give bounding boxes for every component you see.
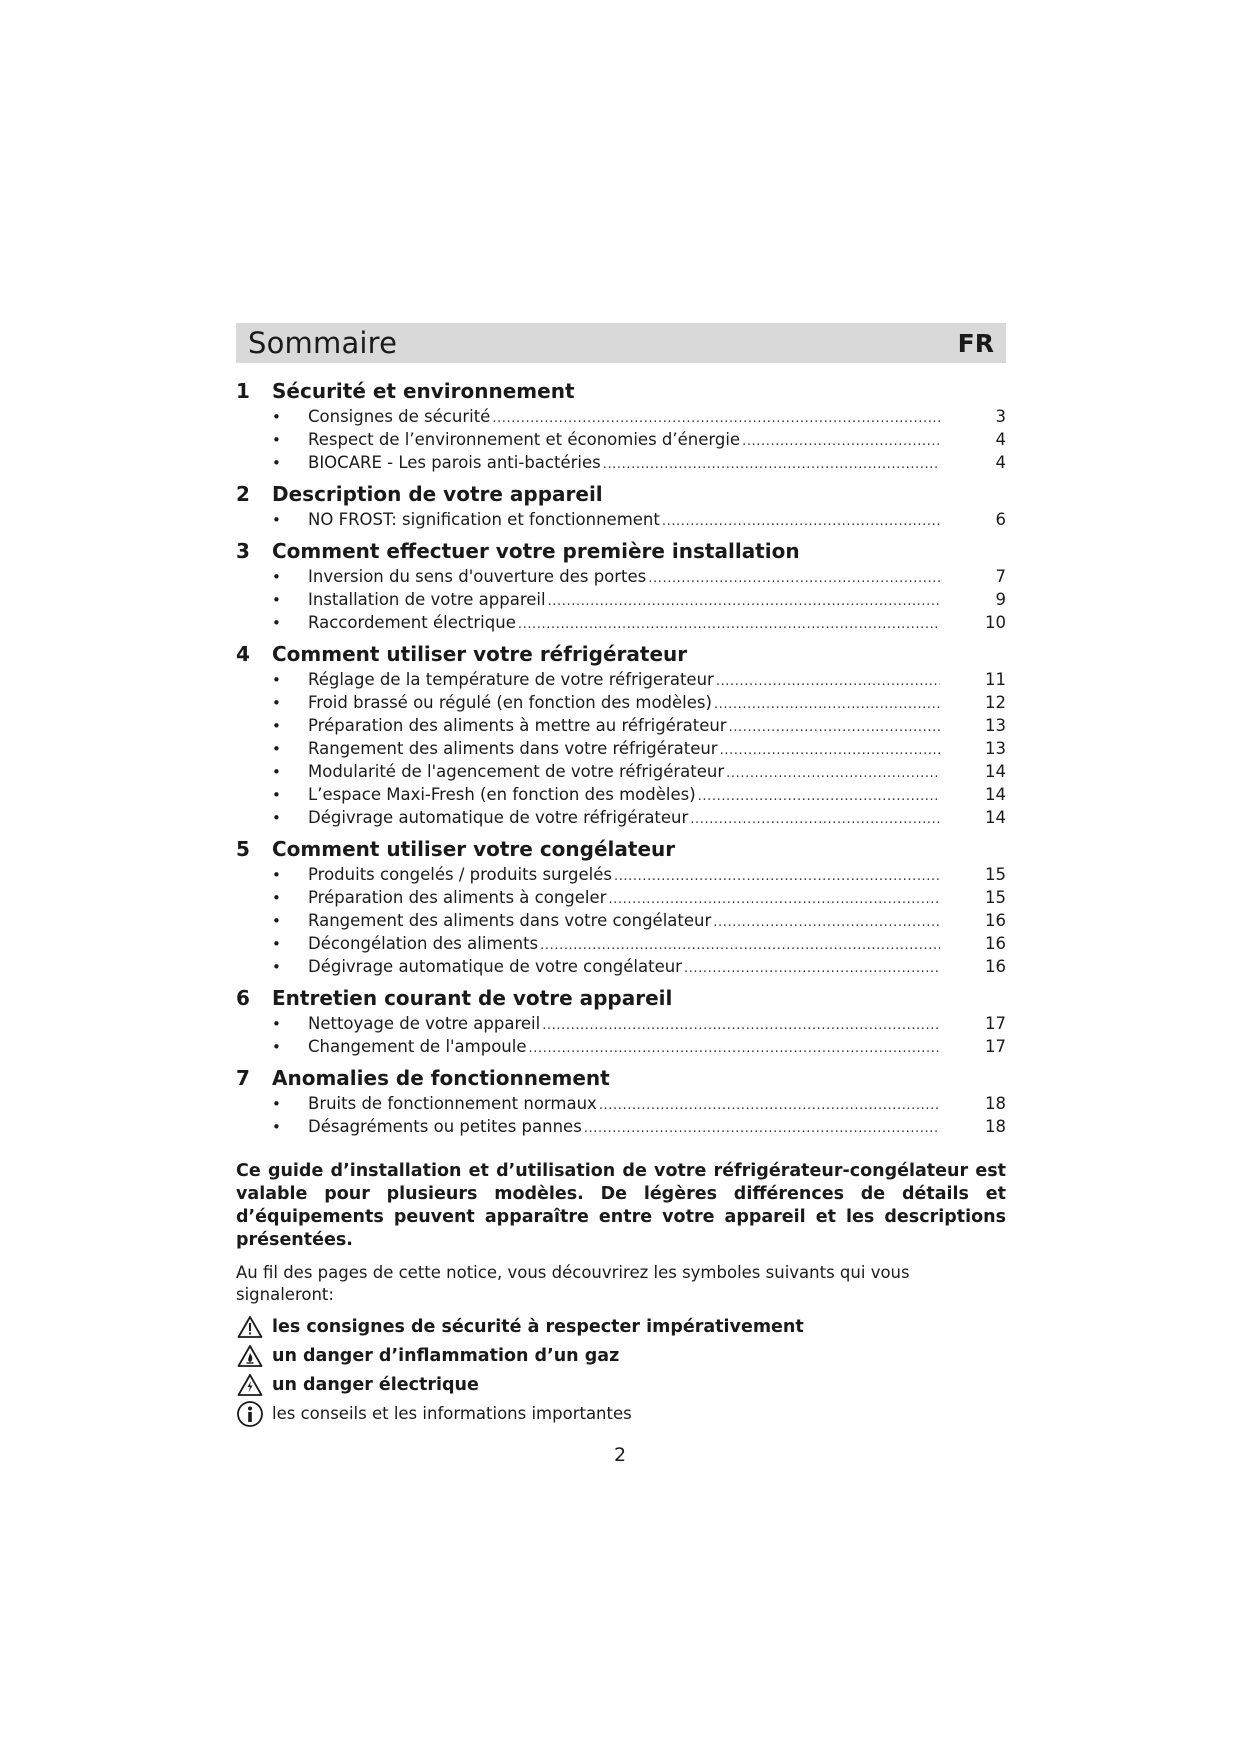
section-number: 3 xyxy=(236,539,250,563)
toc-section-heading xyxy=(236,379,1006,407)
toc-section-heading xyxy=(236,1066,1006,1094)
bullet: • xyxy=(272,958,281,976)
page-title: Sommaire xyxy=(248,326,398,360)
bullet: • xyxy=(272,568,281,586)
gas-flame-warning-icon xyxy=(236,1343,264,1369)
dot-leader xyxy=(684,957,940,976)
dot-leader xyxy=(662,510,940,529)
entry-text-with-leader xyxy=(308,1094,940,1113)
entry-page-number: 9 xyxy=(995,590,1006,609)
entry-text-with-leader xyxy=(308,739,940,758)
toc-section xyxy=(236,986,1006,1060)
toc-entry xyxy=(236,670,1006,693)
entry-text: Dégivrage automatique de votre réfrigérateur xyxy=(308,808,689,827)
entry-text-with-leader xyxy=(308,957,940,976)
toc-entry xyxy=(236,567,1006,590)
entry-text: Bruits de fonctionnement normaux xyxy=(308,1094,597,1113)
toc-entry xyxy=(236,762,1006,785)
toc-entry xyxy=(236,1014,1006,1037)
entry-text-with-leader xyxy=(308,785,940,804)
entry-text-with-leader xyxy=(308,716,940,735)
dot-leader xyxy=(713,911,940,930)
entry-text: Froid brassé ou régulé (en fonction des modèles) xyxy=(308,693,712,712)
entry-page-number: 6 xyxy=(995,510,1006,529)
entry-page-number: 3 xyxy=(995,407,1006,426)
toc-entry xyxy=(236,785,1006,808)
entry-page-number: 18 xyxy=(985,1094,1006,1113)
entry-text: Nettoyage de votre appareil xyxy=(308,1014,541,1033)
bullet: • xyxy=(272,786,281,804)
bullet: • xyxy=(272,763,281,781)
entry-text: Modularité de l'agencement de votre réfrigérateur xyxy=(308,762,725,781)
entry-text: Décongélation des aliments xyxy=(308,934,539,953)
entry-text-with-leader xyxy=(308,1014,940,1033)
entry-text: Rangement des aliments dans votre congélateur xyxy=(308,911,712,930)
toc-section xyxy=(236,642,1006,831)
bullet: • xyxy=(272,591,281,609)
entry-text-with-leader xyxy=(308,762,940,781)
entry-text-with-leader xyxy=(308,865,940,884)
toc-entry xyxy=(236,407,1006,430)
bullet: • xyxy=(272,1038,281,1056)
entry-page-number: 4 xyxy=(995,453,1006,472)
toc-entry xyxy=(236,613,1006,636)
toc-entry xyxy=(236,739,1006,762)
dot-leader xyxy=(614,865,940,884)
dot-leader xyxy=(599,1094,940,1113)
entry-text-with-leader xyxy=(308,430,940,449)
bullet: • xyxy=(272,809,281,827)
entry-page-number: 16 xyxy=(985,957,1006,976)
entry-text-with-leader xyxy=(308,453,940,472)
symbol-legend-item xyxy=(236,1312,1006,1341)
entry-page-number: 16 xyxy=(985,934,1006,953)
toc-section-heading xyxy=(236,986,1006,1014)
entry-text-with-leader xyxy=(308,934,940,953)
entry-page-number: 16 xyxy=(985,911,1006,930)
symbols-legend xyxy=(236,1312,1006,1428)
toc-entry xyxy=(236,1117,1006,1140)
bullet: • xyxy=(272,511,281,529)
symbol-description: un danger électrique xyxy=(272,1374,479,1395)
entry-page-number: 18 xyxy=(985,1117,1006,1136)
dot-leader xyxy=(542,1014,940,1033)
section-title: Sécurité et environnement xyxy=(272,379,575,403)
bullet: • xyxy=(272,866,281,884)
language-code: FR xyxy=(957,328,994,358)
dot-leader xyxy=(690,808,940,827)
entry-text: Produits congelés / produits surgelés xyxy=(308,865,612,884)
entry-page-number: 14 xyxy=(985,785,1006,804)
bullet: • xyxy=(272,740,281,758)
warning-triangle-icon xyxy=(236,1314,264,1340)
bullet: • xyxy=(272,694,281,712)
toc-entry xyxy=(236,693,1006,716)
dot-leader xyxy=(716,670,940,689)
toc-entry xyxy=(236,1037,1006,1060)
toc-entry xyxy=(236,453,1006,476)
dot-leader xyxy=(584,1117,940,1136)
entry-page-number: 13 xyxy=(985,739,1006,758)
entry-text: Raccordement électrique xyxy=(308,613,516,632)
entry-text-with-leader xyxy=(308,888,940,907)
entry-text-with-leader xyxy=(308,670,940,689)
bullet: • xyxy=(272,1095,281,1113)
entry-text: Installation de votre appareil xyxy=(308,590,546,609)
entry-text-with-leader xyxy=(308,590,940,609)
symbol-legend-item xyxy=(236,1341,1006,1370)
section-title: Description de votre appareil xyxy=(272,482,603,506)
bullet: • xyxy=(272,1118,281,1136)
entry-page-number: 17 xyxy=(985,1037,1006,1056)
dot-leader xyxy=(529,1037,940,1056)
section-number: 4 xyxy=(236,642,250,666)
entry-text: Désagréments ou petites pannes xyxy=(308,1117,582,1136)
electric-warning-icon xyxy=(236,1372,264,1398)
symbol-description: les conseils et les informations importantes xyxy=(272,1404,632,1423)
bullet: • xyxy=(272,912,281,930)
section-title: Comment utiliser votre congélateur xyxy=(272,837,676,861)
toc-section-heading xyxy=(236,482,1006,510)
toc-entry xyxy=(236,865,1006,888)
entry-text: Respect de l’environnement et économies d’énergie xyxy=(308,430,741,449)
bullet: • xyxy=(272,671,281,689)
toc-entry xyxy=(236,934,1006,957)
section-title: Comment utiliser votre réfrigérateur xyxy=(272,642,688,666)
entry-page-number: 11 xyxy=(985,670,1006,689)
bullet: • xyxy=(272,717,281,735)
section-number: 2 xyxy=(236,482,250,506)
bullet: • xyxy=(272,889,281,907)
info-circle-icon xyxy=(236,1401,264,1427)
entry-text: Consignes de sécurité xyxy=(308,407,491,426)
entry-text: Rangement des aliments dans votre réfrigérateur xyxy=(308,739,718,758)
entry-page-number: 10 xyxy=(985,613,1006,632)
validity-note: Ce guide d’installation et d’utilisation de votre réfrigérateur-congélateur est valable pour plusieurs modèles. De légères différences de détails et d’équipements peuvent apparaître entre votre appareil et les descriptions présentées. xyxy=(236,1161,1006,1250)
toc-entry xyxy=(236,957,1006,980)
entry-text-with-leader xyxy=(308,407,940,426)
dot-leader xyxy=(648,567,940,586)
toc-section xyxy=(236,379,1006,476)
toc-section-heading xyxy=(236,837,1006,865)
entry-text-with-leader xyxy=(308,613,940,632)
bullet: • xyxy=(272,408,281,426)
toc-section xyxy=(236,539,1006,636)
symbol-legend-item xyxy=(236,1399,1006,1428)
entry-text: Changement de l'ampoule xyxy=(308,1037,527,1056)
dot-leader xyxy=(608,888,940,907)
entry-text: NO FROST: signification et fonctionnement xyxy=(308,510,660,529)
entry-page-number: 17 xyxy=(985,1014,1006,1033)
section-number: 6 xyxy=(236,986,250,1010)
page-number: 2 xyxy=(613,1444,627,1466)
section-title: Comment effectuer votre première installation xyxy=(272,539,800,563)
entry-text: Préparation des aliments à mettre au réfrigérateur xyxy=(308,716,727,735)
symbol-description: les consignes de sécurité à respecter impérativement xyxy=(272,1316,804,1337)
dot-leader xyxy=(726,762,940,781)
entry-page-number: 14 xyxy=(985,808,1006,827)
entry-text-with-leader xyxy=(308,510,940,529)
entry-page-number: 13 xyxy=(985,716,1006,735)
entry-text: BIOCARE - Les parois anti-bactéries xyxy=(308,453,601,472)
bullet: • xyxy=(272,1015,281,1033)
toc-section xyxy=(236,837,1006,980)
dot-leader xyxy=(548,590,940,609)
dot-leader xyxy=(540,934,940,953)
entry-page-number: 4 xyxy=(995,430,1006,449)
section-number: 7 xyxy=(236,1066,250,1090)
section-number: 1 xyxy=(236,379,250,403)
entry-text: Préparation des aliments à congeler xyxy=(308,888,607,907)
table-of-contents xyxy=(236,379,1006,1140)
entry-text-with-leader xyxy=(308,1037,940,1056)
section-title: Anomalies de fonctionnement xyxy=(272,1066,610,1090)
dot-leader xyxy=(698,785,940,804)
bullet: • xyxy=(272,935,281,953)
dot-leader xyxy=(492,407,940,426)
entry-text-with-leader xyxy=(308,567,940,586)
entry-page-number: 15 xyxy=(985,888,1006,907)
entry-page-number: 12 xyxy=(985,693,1006,712)
toc-section xyxy=(236,482,1006,533)
entry-page-number: 15 xyxy=(985,865,1006,884)
toc-entry xyxy=(236,430,1006,453)
toc-entry xyxy=(236,510,1006,533)
dot-leader xyxy=(714,693,940,712)
bullet: • xyxy=(272,614,281,632)
dot-leader xyxy=(603,453,940,472)
entry-text: Inversion du sens d'ouverture des portes xyxy=(308,567,647,586)
toc-entry xyxy=(236,1094,1006,1117)
bullet: • xyxy=(272,454,281,472)
toc-section-heading xyxy=(236,642,1006,670)
dot-leader xyxy=(729,716,940,735)
header-bar xyxy=(236,323,1006,363)
bullet: • xyxy=(272,431,281,449)
toc-section xyxy=(236,1066,1006,1140)
entry-text-with-leader xyxy=(308,911,940,930)
entry-page-number: 14 xyxy=(985,762,1006,781)
section-title: Entretien courant de votre appareil xyxy=(272,986,673,1010)
section-number: 5 xyxy=(236,837,250,861)
toc-section-heading xyxy=(236,539,1006,567)
entry-text: L’espace Maxi-Fresh (en fonction des modèles) xyxy=(308,785,696,804)
symbols-intro: Au fil des pages de cette notice, vous découvrirez les symboles suivants qui vous signaleront: xyxy=(236,1263,910,1304)
toc-entry xyxy=(236,590,1006,613)
symbol-description: un danger d’inflammation d’un gaz xyxy=(272,1345,620,1366)
toc-entry xyxy=(236,888,1006,911)
symbol-legend-item xyxy=(236,1370,1006,1399)
entry-text-with-leader xyxy=(308,1117,940,1136)
toc-entry xyxy=(236,716,1006,739)
toc-entry xyxy=(236,808,1006,831)
entry-text: Réglage de la température de votre réfrigerateur xyxy=(308,670,714,689)
dot-leader xyxy=(720,739,940,758)
dot-leader xyxy=(742,430,940,449)
toc-entry xyxy=(236,911,1006,934)
entry-page-number: 7 xyxy=(995,567,1006,586)
entry-text-with-leader xyxy=(308,808,940,827)
document-page xyxy=(236,323,1006,1428)
entry-text: Dégivrage automatique de votre congélateur xyxy=(308,957,682,976)
dot-leader xyxy=(518,613,940,632)
entry-text-with-leader xyxy=(308,693,940,712)
